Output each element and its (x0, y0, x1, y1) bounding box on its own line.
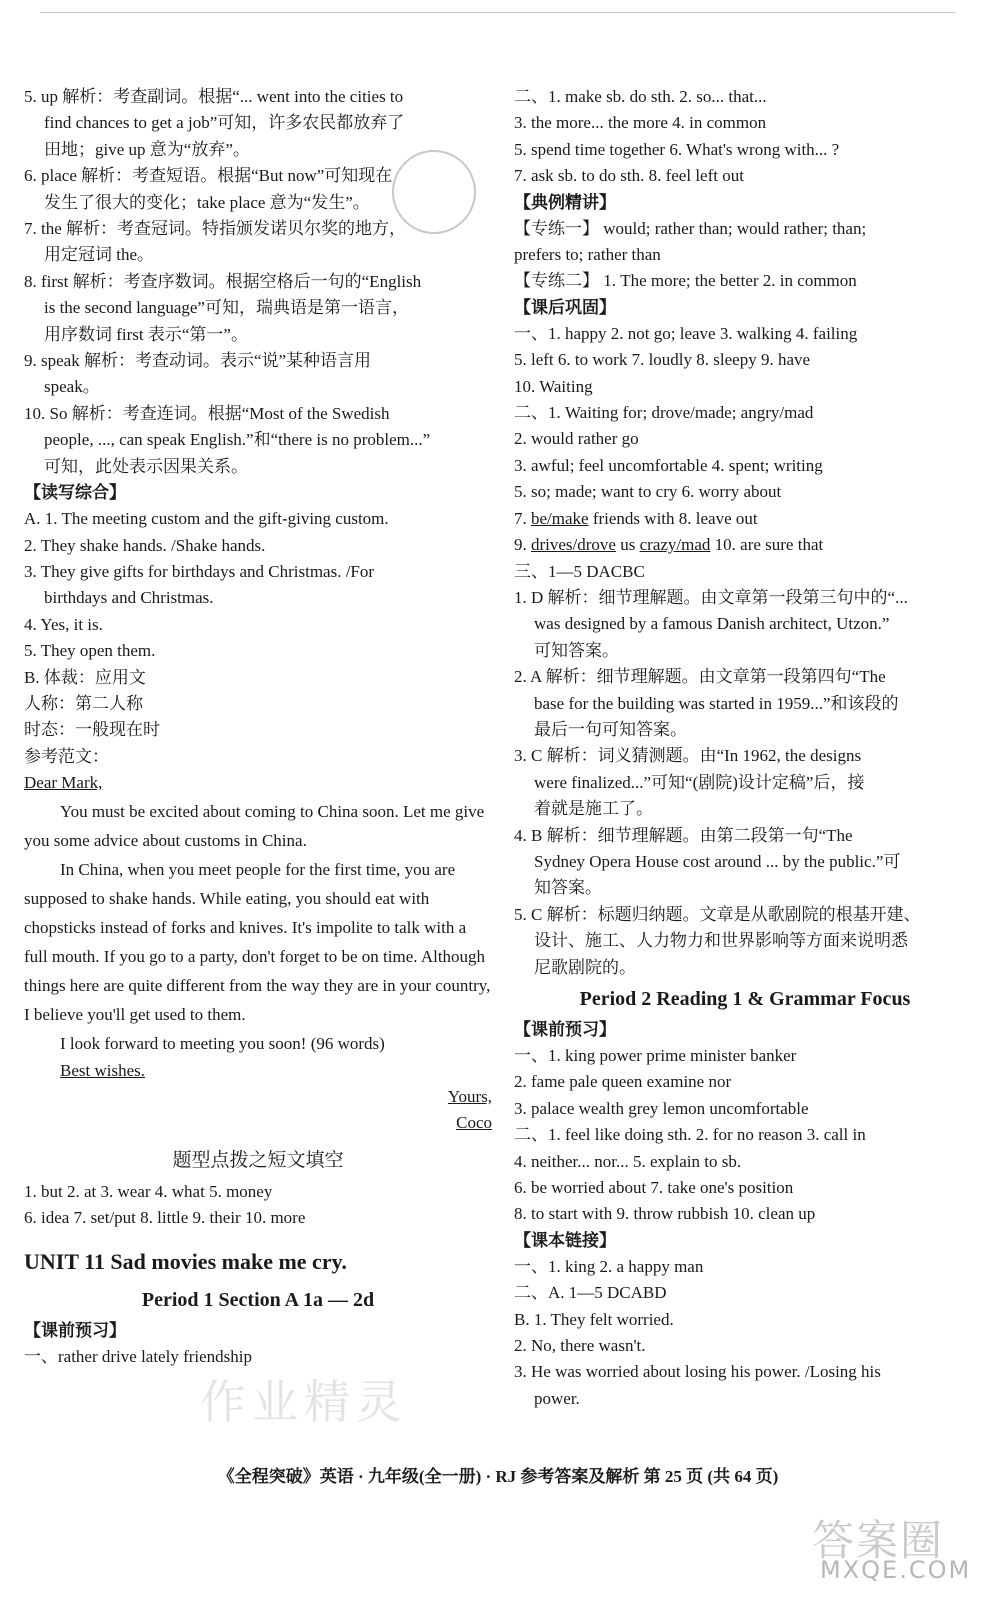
answer-line: 2. They shake hands. /Shake hands. (24, 535, 266, 555)
text-line: was designed by a famous Danish architect, Utzon.” (534, 614, 890, 634)
answer-line: 【专练二】 1. The more; the better 2. in common (514, 271, 857, 291)
answer-line: A. 1. The meeting custom and the gift-giving custom. (24, 509, 389, 529)
text-line: 田地；give up 意为“放弃”。 (44, 139, 250, 159)
answer-line: 5. They open them. (24, 641, 156, 661)
left-column (24, 84, 492, 1370)
text-line: find chances to get a job”可知，许多农民都放弃了 (44, 113, 405, 133)
answer-line: birthdays and Christmas. (44, 588, 214, 608)
answer-line: 二、1. feel like doing sth. 2. for no reason 3. call in (514, 1125, 866, 1145)
logo-mark: 答案圈 (812, 1516, 945, 1565)
answer-line: 2. fame pale queen examine nor (514, 1072, 732, 1092)
text-line: 知答案。 (534, 878, 602, 898)
header-rule (40, 12, 956, 13)
text-line: is the second language”可知，瑞典语是第一语言， (44, 298, 409, 318)
unit-title: UNIT 11 Sad movies make me cry. (24, 1248, 347, 1274)
text-line: 用定冠词 the。 (44, 245, 155, 265)
logo-text: MXQE.COM (820, 1556, 972, 1584)
right-column (514, 84, 976, 1412)
site-logo (800, 1508, 980, 1588)
answer-line: 6. be worried about 7. take one's position (514, 1178, 794, 1198)
text-line: 1. D 解析：细节理解题。由文章第一段第三句中的“... (514, 587, 908, 607)
page-footer: 《全程突破》英语 · 九年级(全一册) · RJ 参考答案及解析 第 25 页 (共 64 页) (217, 1467, 779, 1486)
answer-line: 二、1. make sb. do sth. 2. so... that... (514, 87, 767, 106)
answer-line: 5. spend time together 6. What's wrong with... ? (514, 139, 840, 159)
letter-paragraph: I look forward to meeting you soon! (96 words) (60, 1033, 385, 1053)
text-line: people, ..., can speak English.”和“there is no problem...” (44, 430, 431, 450)
text-line: 8. first 解析：考查序数词。根据空格后一句的“English (24, 271, 422, 291)
answer-line: 一、rather drive lately friendship (24, 1346, 253, 1366)
section-heading: 【读写综合】 (24, 483, 126, 503)
answer-line: 三、1—5 DACBC (514, 561, 645, 581)
text-line: Sydney Opera House cost around ... by the public.”可 (534, 851, 901, 871)
period-title: Period 2 Reading 1 & Grammar Focus (579, 988, 911, 1010)
answer-line: 8. to start with 9. throw rubbish 10. clean up (514, 1204, 816, 1224)
answer-line: 二、A. 1—5 DCABD (514, 1283, 667, 1303)
answer-line: 5. so; made; want to cry 6. worry about (514, 482, 782, 502)
answer-line: 9. drives/drove us crazy/mad 10. are sure that (514, 535, 824, 555)
text-line: B. 体裁：应用文 (24, 667, 146, 687)
section-heading: 【课前预习】 (514, 1020, 616, 1039)
answer-line: 【专练一】 would; rather than; would rather; than; (514, 218, 867, 238)
answer-line: 7. ask sb. to do sth. 8. feel left out (514, 166, 744, 186)
topic-heading: 题型点拨之短文填空 (172, 1149, 344, 1171)
letter-salutation: Dear Mark, (24, 773, 103, 793)
text-line: 人称：第二人称 (24, 693, 143, 713)
text-line: 设计、施工、人力物力和世界影响等方面来说明悉 (534, 931, 908, 951)
answer-line: 4. neither... nor... 5. explain to sb. (514, 1151, 742, 1171)
watermark-text: 作业精灵 (200, 1375, 408, 1429)
answer-line: 1. but 2. at 3. wear 4. what 5. money (24, 1181, 273, 1201)
text-line: 用序数词 first 表示“第一”。 (44, 324, 248, 344)
answer-line: prefers to; rather than (514, 245, 661, 265)
text-line: 5. C 解析：标题归纳题。文章是从歌剧院的根基开建、 (514, 904, 921, 924)
section-heading: 【课本链接】 (514, 1230, 616, 1250)
text-line: 5. up 解析：考查副词。根据“... went into the cities to (24, 87, 404, 106)
answer-line: B. 1. They felt worried. (514, 1309, 674, 1329)
text-line: 参考范文： (24, 746, 109, 766)
text-line: 最后一句可知答案。 (534, 719, 687, 739)
section-heading: 【课前预习】 (24, 1320, 126, 1340)
text-line: 4. B 解析：细节理解题。由第二段第一句“The (514, 825, 853, 845)
letter-closing: Best wishes. (60, 1060, 145, 1080)
answer-line: 3. the more... the more 4. in common (514, 113, 767, 133)
text-line: 10. So 解析：考查连词。根据“Most of the Swedish (24, 403, 390, 423)
text-line: speak。 (44, 377, 100, 397)
answer-line: power. (534, 1388, 580, 1408)
text-line: 可知，此处表示因果关系。 (44, 456, 248, 476)
text-line: 9. speak 解析：考查动词。表示“说”某种语言用 (24, 351, 372, 371)
answer-line: 二、1. Waiting for; drove/made; angry/mad (514, 403, 814, 423)
text-line: 2. A 解析：细节理解题。由文章第一段第四句“The (514, 667, 886, 687)
letter-paragraph: In China, when you meet people for the first time, you are supposed to shake hands. While eating, you should eat with chopsticks instead of forks and knives. It's impolite to talk with a full mouth. If you go to a party, don't forget to be on time. Although things here are quite different from the way they are in your country, I believe you'll get used to them. (24, 859, 491, 1024)
answer-line: 7. be/make friends with 8. leave out (514, 508, 758, 528)
letter-yours: Yours, (447, 1086, 492, 1106)
text-line: 时态：一般现在时 (24, 720, 160, 740)
text-line: 尼歌剧院的。 (534, 957, 636, 977)
text-line: 着就是施工了。 (534, 799, 653, 819)
answer-line: 3. palace wealth grey lemon uncomfortable (514, 1098, 809, 1118)
section-heading: 【典例精讲】 (514, 192, 616, 212)
text-line: 7. the 解析：考查冠词。特指颁发诺贝尔奖的地方， (24, 219, 407, 239)
letter-signature: Coco (456, 1113, 492, 1133)
text-line: 可知答案。 (534, 640, 619, 660)
answer-line: 3. awful; feel uncomfortable 4. spent; writing (514, 455, 823, 475)
answer-line: 4. Yes, it is. (24, 614, 103, 634)
answer-line: 6. idea 7. set/put 8. little 9. their 10. more (24, 1208, 306, 1228)
text-line: 3. C 解析：词义猜测题。由“In 1962, the designs (514, 746, 862, 766)
answer-line: 5. left 6. to work 7. loudly 8. sleepy 9. have (514, 350, 811, 370)
letter-paragraph: You must be excited about coming to China soon. Let me give you some advice about customs in China. (24, 801, 485, 850)
text-line: 6. place 解析：考查短语。根据“But now”可知现在 (24, 166, 393, 186)
answer-line: 3. They give gifts for birthdays and Christmas. /For (24, 561, 375, 581)
text-line: base for the building was started in 1959...”和该段的 (534, 693, 899, 713)
period-title: Period 1 Section A 1a — 2d (141, 1288, 375, 1311)
answer-line: 2. No, there wasn't. (514, 1336, 646, 1356)
answer-line: 2. would rather go (514, 429, 639, 449)
answer-line: 一、1. king 2. a happy man (514, 1256, 704, 1276)
answer-line: 一、1. king power prime minister banker (514, 1046, 797, 1065)
text-line: 发生了很大的变化；take place 意为“发生”。 (44, 192, 370, 212)
section-heading: 【课后巩固】 (514, 297, 616, 317)
answer-line: 一、1. happy 2. not go; leave 3. walking 4. failing (514, 323, 858, 343)
text-line: were finalized...”可知“(剧院)设计定稿”后，接 (534, 772, 865, 792)
answer-line: 10. Waiting (514, 376, 593, 396)
answer-line: 3. He was worried about losing his power. /Losing his (514, 1362, 881, 1382)
